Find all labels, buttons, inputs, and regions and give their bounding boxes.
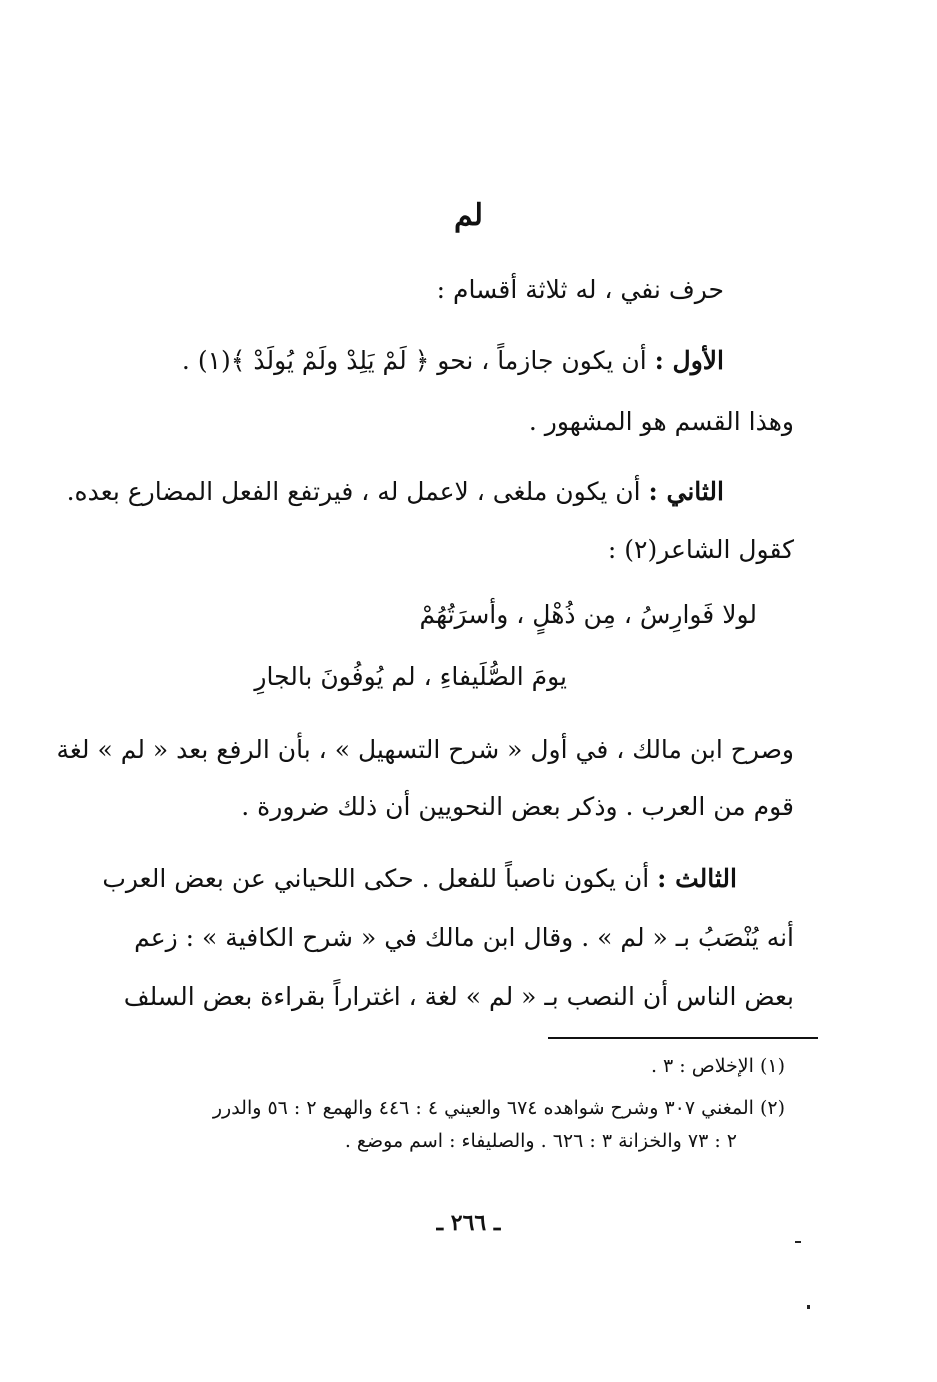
page-number: ـ ٢٦٦ ـ: [436, 1210, 501, 1236]
first-section-line-2: وهذا القسم هو المشهور .: [528, 407, 794, 436]
first-section-text: أن يكون جازماً ، نحو ﴿ لَمْ يَلِدْ ولَمْ يُولَدْ ﴾(١) .: [181, 346, 647, 375]
second-section-label: الثاني :: [648, 477, 724, 506]
page-title: لم: [453, 198, 484, 233]
first-section-label: الأول :: [654, 346, 724, 375]
footnote-2-line-1: (٢) المغني ٣٠٧ وشرح شواهده ٦٧٤ والعيني ٤ : ٤٤٦ والهمع ٢ : ٥٦ والدرر: [212, 1097, 785, 1119]
malik-paragraph-line-1: وصرح ابن مالك ، في أول « شرح التسهيل » ، بأن الرفع بعد « لم » لغة: [56, 735, 794, 764]
third-section-line-3: بعض الناس أن النصب بـ « لم » لغة ، اغتراراً بقراءة بعض السلف: [123, 982, 794, 1011]
malik-paragraph-line-2: قوم من العرب . وذكر بعض النحويين أن ذلك ضرورة .: [241, 792, 794, 821]
scan-speck: [807, 1305, 810, 1309]
third-section-line: [102, 862, 737, 896]
first-section-line: [182, 344, 724, 378]
verse-line-1: لولا فَوارِسُ ، مِن ذُهْلٍ ، وأسرَتُهُمْ: [419, 600, 757, 629]
scan-speck: [795, 1241, 801, 1243]
second-section-line-2: كقول الشاعر(٢) :: [607, 535, 794, 564]
intro-line: حرف نفي ، له ثلاثة أقسام :: [436, 275, 724, 304]
verse-line-2: يومَ الصُّلَيفاءِ ، لم يُوفُونَ بالجارِ: [254, 662, 567, 691]
third-section-text: أن يكون ناصباً للفعل . حكى اللحياني عن بعض العرب: [102, 864, 650, 893]
footnote-1: (١) الإخلاص : ٣ .: [650, 1055, 785, 1077]
footnote-2-line-2: ٢ : ٧٣ والخزانة ٣ : ٦٢٦ . والصليفاء : اسم موضع .: [344, 1130, 737, 1152]
footnote-divider: [548, 1037, 818, 1039]
second-section-text: أن يكون ملغى ، لاعمل له ، فيرتفع الفعل المضارع بعده.: [66, 477, 641, 506]
third-section-label: الثالث :: [657, 864, 737, 893]
second-section-line: [67, 475, 724, 509]
third-section-line-2: أنه يُنْصَبُ بـ « لم » . وقال ابن مالك في « شرح الكافية » : زعم: [134, 923, 794, 952]
